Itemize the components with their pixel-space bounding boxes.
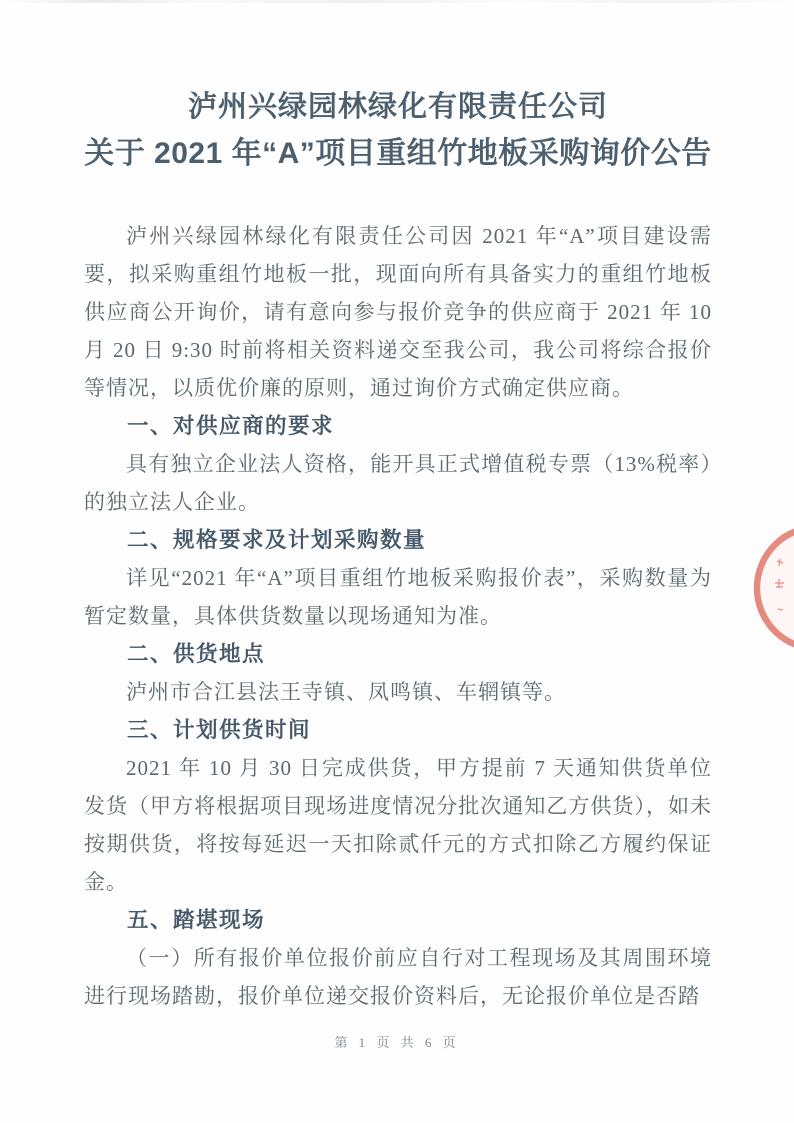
document-title [84,84,712,177]
delivery-schedule-paragraph: 2021 年 10 月 30 日完成供货，甲方提前 7 天通知供货单位发货（甲方将根据项目现场进度情况分批次通知乙方供货），如未按期供货，将按每延迟一天扣除贰仟元的方式扣除乙方履约保证金。 [84,756,712,894]
announcement-title: 关于 2021 年“A”项目重组竹地板采购询价公告 [84,137,712,170]
site-survey-paragraph: （一）所有报价单位报价前应自行对工程现场及其周围环境进行现场踏勘，报价单位递交报价资料后，无论报价单位是否踏 [84,946,712,1008]
document-body [84,84,712,1015]
section-heading-site-survey: 五、踏堪现场 [127,908,266,932]
section-heading-delivery-location: 二、供货地点 [127,642,266,666]
spec-and-quantity-paragraph: 详见“2021 年“A”项目重组竹地板采购报价表”，采购数量为暂定数量，具体供货数量以现场通知为准。 [84,566,712,628]
seal-text-marks [775,559,784,610]
section-heading-spec-and-quantity: 二、规格要求及计划采购数量 [127,528,427,552]
section-heading-delivery-schedule: 三、计划供货时间 [127,718,312,742]
supplier-requirements-paragraph: 具有独立企业法人资格，能开具正式增值税专票（13%税率）的独立法人企业。 [84,452,712,514]
company-seal-icon [750,521,794,655]
section-heading-supplier-requirements: 一、对供应商的要求 [127,414,335,438]
company-name-title: 泸州兴绿园林绿化有限责任公司 [187,91,608,123]
delivery-location-paragraph: 泸州市合江县法王寺镇、凤鸣镇、车辋镇等。 [126,680,566,704]
page-number-footer: 第 1 页 共 6 页 [334,1035,460,1050]
intro-paragraph: 泸州兴绿园林绿化有限责任公司因 2021 年“A”项目建设需要，拟采购重组竹地板一批，现面向所有具备实力的重组竹地板供应商公开询价，请有意向参与报价竞争的供应商于 2021 年 10 月 20 日 9:30 时前将相关资料递交至我公司，我公司将综合报价等情况，以质优价廉的原则，通过询价方式确定供应商。 [84,224,712,400]
scan-edge-artifact [0,0,794,3]
